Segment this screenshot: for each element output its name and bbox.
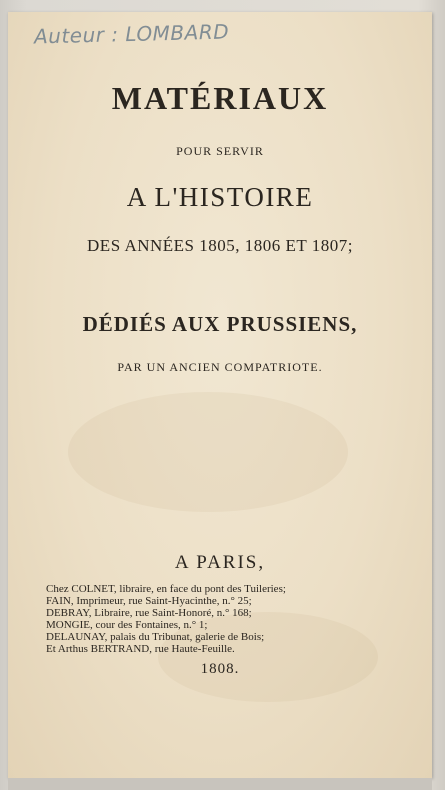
handwritten-note: Auteur : LOMBARD <box>33 19 230 49</box>
imprint-line: Et Arthus BERTRAND, rue Haute-Feuille. <box>46 643 235 655</box>
subtitle-years: DES ANNÉES 1805, 1806 ET 1807; <box>87 236 353 255</box>
title-page <box>8 12 432 778</box>
page-edge <box>8 778 432 790</box>
subtitle-pour-servir: POUR SERVIR <box>176 144 264 158</box>
imprint-line: FAIN, Imprimeur, rue Saint-Hyacinthe, n.° 25; <box>46 595 252 607</box>
author-line: PAR UN ANCIEN COMPATRIOTE. <box>117 360 323 374</box>
imprint-line: Chez COLNET, libraire, en face du pont des Tuileries; <box>46 583 286 595</box>
subtitle-histoire: A L'HISTOIRE <box>126 182 314 212</box>
book-title: MATÉRIAUX <box>111 80 329 116</box>
dedication: DÉDIÉS AUX PRUSSIENS, <box>82 312 358 336</box>
imprint-line: MONGIE, cour des Fontaines, n.° 1; <box>46 619 208 631</box>
publication-year: 1808. <box>200 661 240 677</box>
publication-place: A PARIS, <box>174 552 266 573</box>
imprint-line: DEBRAY, Libraire, rue Saint-Honoré, n.° 168; <box>46 607 252 619</box>
paper-stain <box>68 392 348 512</box>
imprint-block <box>46 583 406 655</box>
imprint-line: DELAUNAY, palais du Tribunat, galerie de Bois; <box>46 631 265 643</box>
